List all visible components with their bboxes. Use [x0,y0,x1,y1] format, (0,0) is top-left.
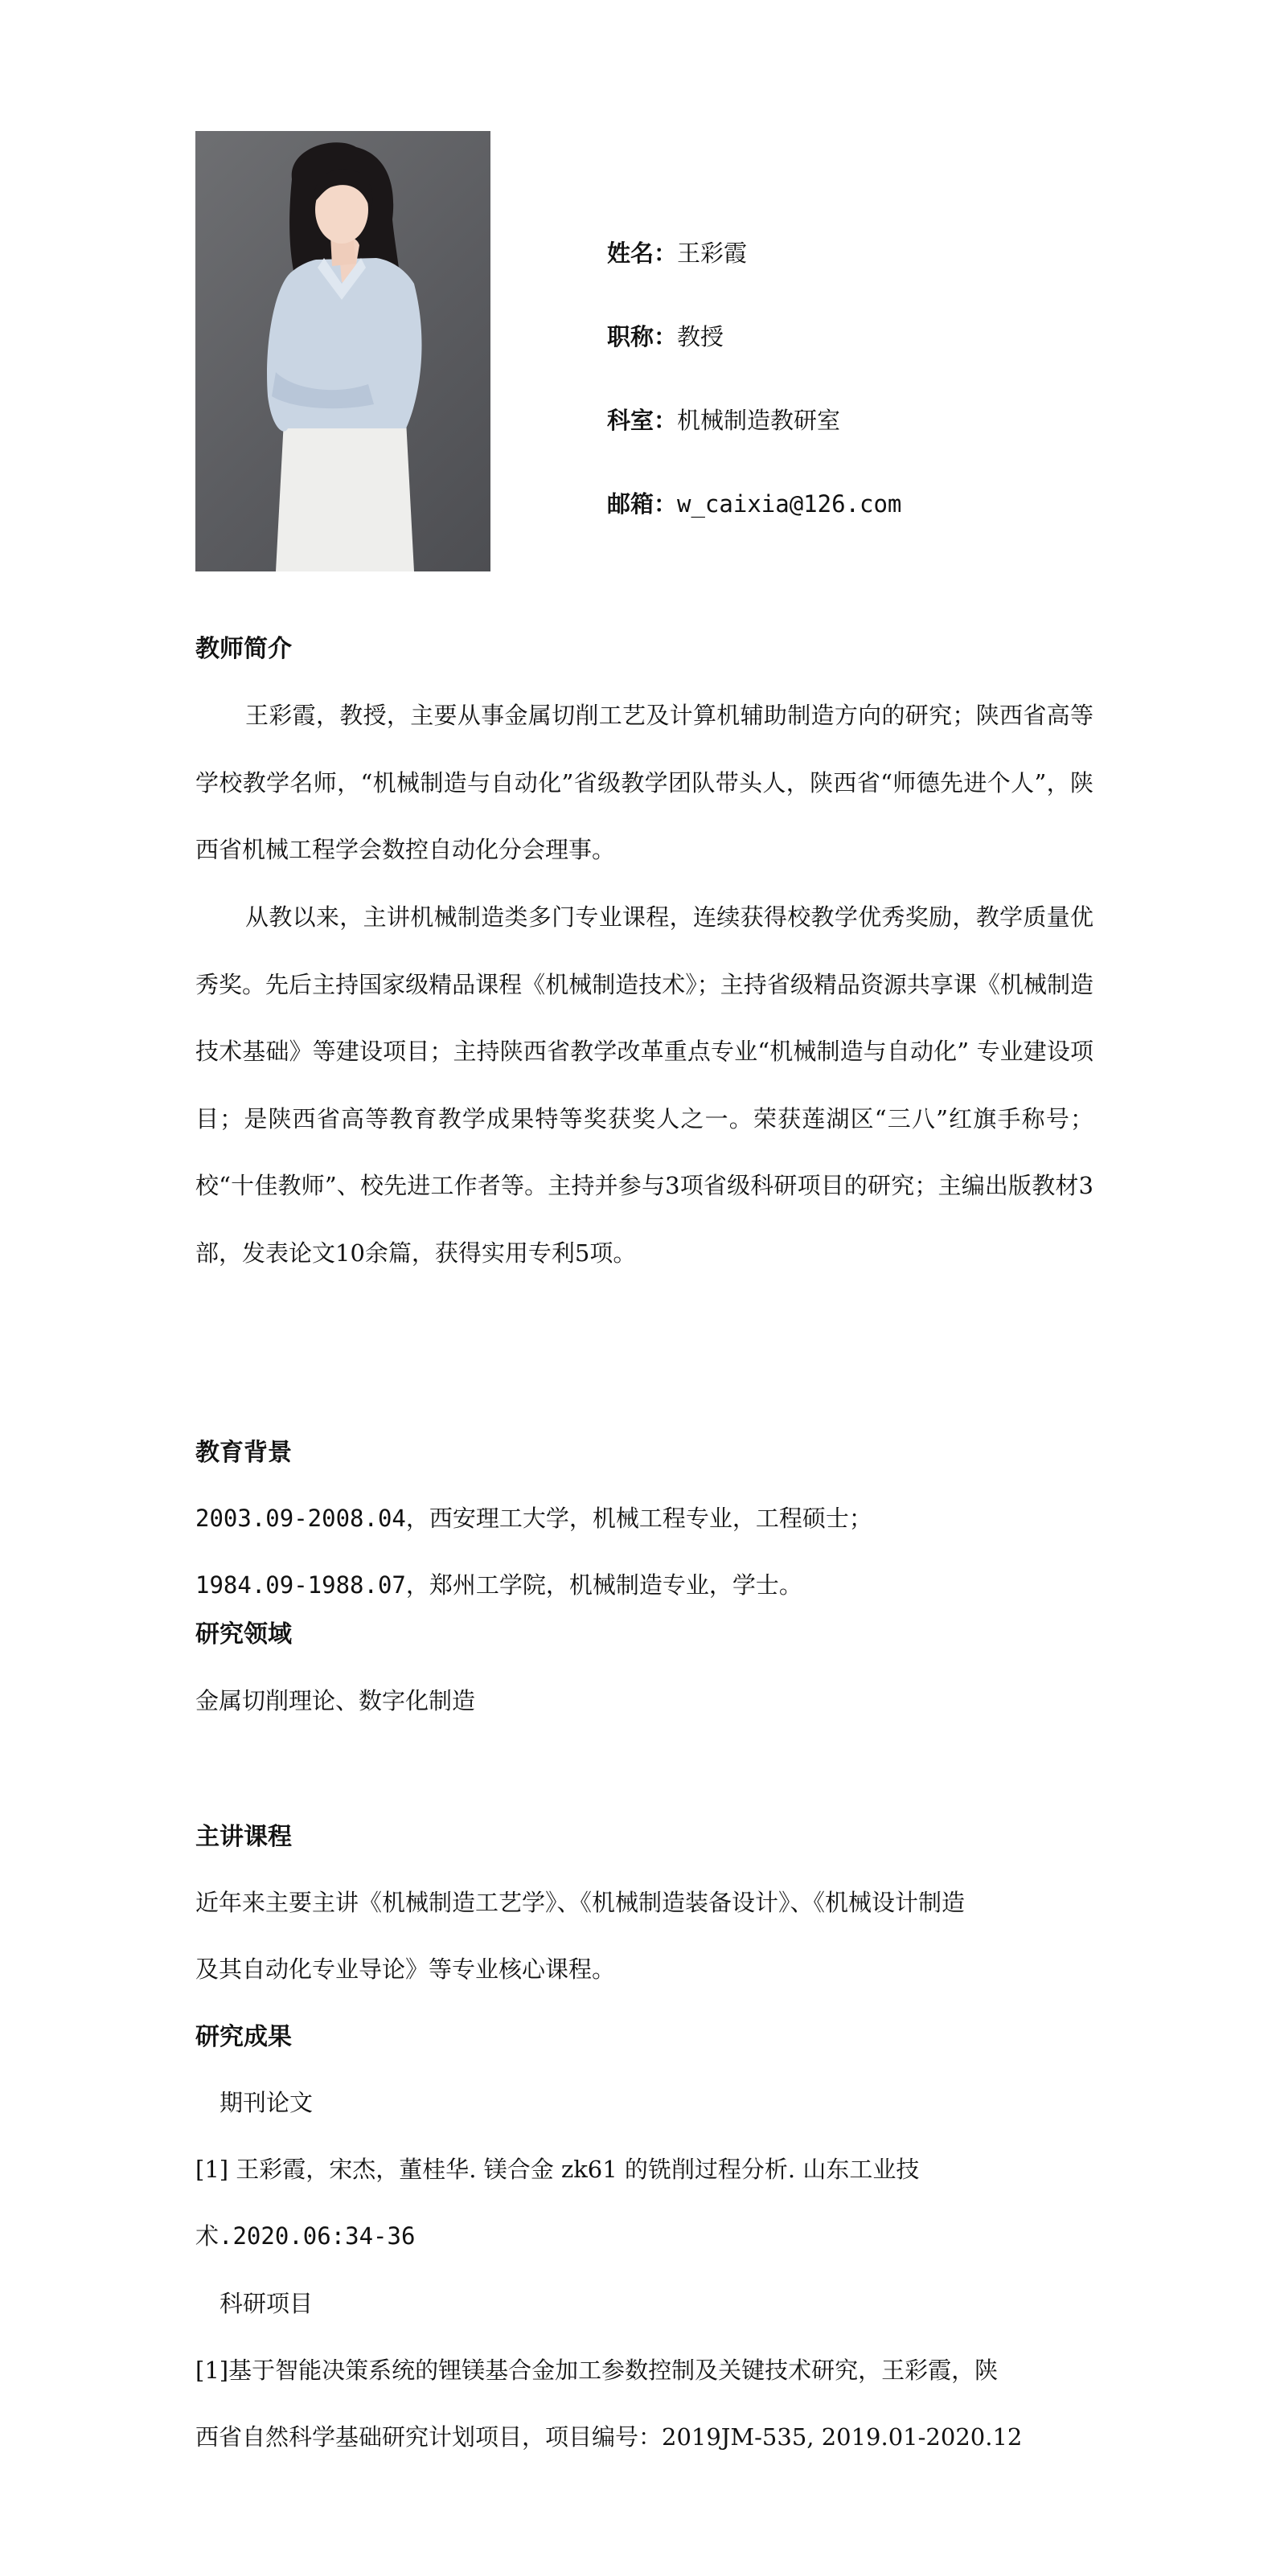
education-item-1: 2003.09-2008.04，西安理工大学，机械工程专业，工程硕士； [195,1505,872,1532]
dept-value: 机械制造教研室 [677,407,841,434]
projects-label: 科研项目 [220,2290,314,2317]
intro-paragraph-2: 从教以来，主讲机械制造类多门专业课程，连续获得校教学优秀奖励，教学质量优秀奖。先后主持国家级精品课程《机械制造技术》；主持省级精品资源共享课《机械制造技术基础》等建设项目；主持陕西省教学改革重点专业“机械制造与自动化” 专业建设项目；是陕西省高等教育教学成果特等奖获奖人之一。荣获莲湖区“三八”红旗手称号；校“十佳教师”、校先进工作者等。主持并参与3项省级科研项目的研究；主编出版教材3部，发表论文10余篇，获得实用专利5项。 [195,903,1093,1267]
achievements-heading: 研究成果 [195,2023,292,2051]
paper-1-line-1: [1] 王彩霞，宋杰，董桂华. 镁合金 zk61 的铣削过程分析. 山东工业技 [195,2156,920,2183]
name-label: 姓名： [607,240,678,267]
courses-line-2: 及其自动化专业导论》等专业核心课程。 [195,1956,616,1983]
project-1-line-1: [1]基于智能决策系统的锂镁基合金加工参数控制及关键技术研究，王彩霞，陕 [195,2357,999,2384]
courses-heading: 主讲课程 [195,1823,292,1851]
dept-label: 科室： [607,407,678,434]
title-label: 职称： [607,323,678,350]
education-item-2: 1984.09-1988.07，郑州工学院，机械制造专业，学士。 [195,1571,802,1599]
email-row [607,489,901,518]
research-heading: 研究领域 [195,1620,292,1648]
intro-heading: 教师简介 [195,635,292,663]
title-value: 教授 [677,323,724,350]
project-1-line-2: 西省自然科学基础研究计划项目，项目编号：2019JM-535, 2019.01-2020.12 [195,2423,1023,2451]
portrait-illustration [195,131,490,571]
email-label: 邮箱： [607,490,678,518]
email-value[interactable]: w_caixia@126.com [677,490,902,518]
name-value: 王彩霞 [677,240,748,267]
intro-paragraph-1: 王彩霞，教授，主要从事金属切削工艺及计算机辅助制造方向的研究；陕西省高等学校教学名师，“机械制造与自动化”省级教学团队带头人，陕西省“师德先进个人”，陕西省机械工程学会数控自动化分会理事。 [195,702,1093,863]
dept-row [607,406,840,435]
title-row [607,322,724,351]
papers-label: 期刊论文 [220,2089,314,2116]
paper-1-line-2: 术.2020.06:34-36 [195,2222,416,2250]
research-text: 金属切削理论、数字化制造 [195,1687,476,1714]
education-heading: 教育背景 [195,1439,292,1467]
name-row [607,239,747,268]
courses-line-1: 近年来主要主讲《机械制造工艺学》、《机械制造装备设计》、《机械设计制造 [195,1889,966,1916]
profile-photo [195,131,490,571]
